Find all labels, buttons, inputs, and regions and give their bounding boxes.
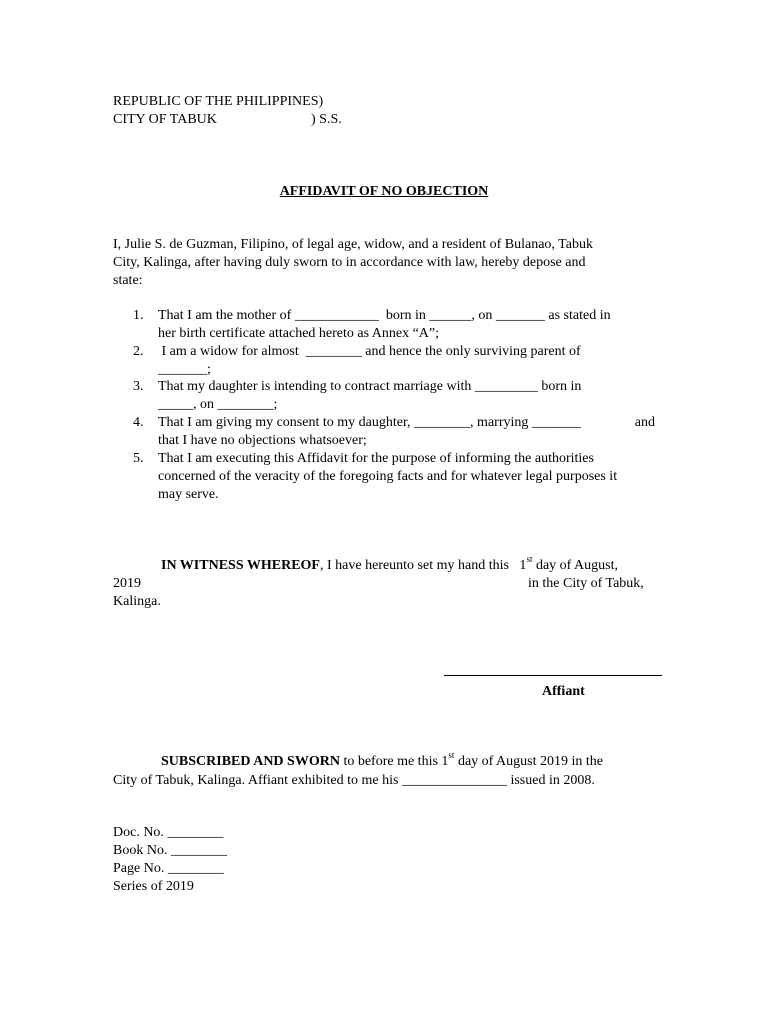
intro-line-1-text: I, Julie S. de Guzman, Filipino, of legal age, widow, and a resident of Bulanao, Tabuk: [113, 237, 593, 252]
header-ss: ) S.S.: [311, 112, 342, 127]
book-number: Book No. ________: [113, 843, 227, 858]
header-republic: REPUBLIC OF THE PHILIPPINES): [113, 94, 324, 109]
jurat-heading: SUBSCRIBED AND SWORN: [161, 754, 340, 769]
series-year: Series of 2019: [113, 879, 194, 894]
list-item-line: _______;: [158, 362, 211, 377]
list-item-line: her birth certificate attached hereto as Annex “A”;: [158, 326, 440, 341]
list-item-line: may serve.: [158, 487, 219, 502]
jurat-day-suffix: st: [448, 750, 455, 761]
list-item-text: and: [634, 415, 655, 430]
doc-number: Doc. No. ________: [113, 825, 224, 840]
list-item-line: That I am executing this Affidavit for the purpose of informing the authorities: [158, 451, 594, 466]
witness-line-1: [161, 554, 619, 575]
header-city: CITY OF TABUK: [113, 112, 217, 127]
list-item-number: 4.: [133, 415, 144, 430]
list-item-line: [158, 414, 655, 432]
list-item-text: born in ______, on _______ as stated in: [385, 308, 611, 323]
list-item-line: That my daughter is intending to contract marriage with _________ born in: [158, 379, 582, 394]
witness-year: 2019: [113, 576, 141, 591]
affiant-label: Affiant: [542, 684, 585, 699]
list-item-number: 1.: [133, 308, 144, 323]
page-number: Page No. ________: [113, 861, 224, 876]
witness-city: in the City of Tabuk,: [528, 576, 644, 591]
jurat-text: to before me this 1: [339, 754, 449, 769]
list-item-text: That I am the mother of ____________: [158, 308, 379, 323]
jurat-line-1: [161, 750, 603, 771]
witness-province: Kalinga.: [113, 594, 161, 609]
list-item-line: I am a widow for almost ________ and hence the only surviving parent of: [158, 344, 581, 359]
witness-day-suffix: st: [526, 554, 533, 565]
list-item-line: that I have no objections whatsoever;: [158, 433, 367, 448]
intro-paragraph: [113, 236, 655, 290]
list-item-line: _____, on ________;: [158, 397, 278, 412]
intro-line-1: [113, 236, 655, 254]
witness-text: , I have hereunto set my hand this 1: [319, 558, 527, 573]
list-item-number: 2.: [133, 344, 144, 359]
document-title: AFFIDAVIT OF NO OBJECTION: [279, 184, 489, 199]
jurat-text: day of August 2019 in the: [454, 754, 603, 769]
intro-line-2: City, Kalinga, after having duly sworn to in accordance with law, hereby depose and: [113, 255, 586, 270]
witness-heading: IN WITNESS WHEREOF: [161, 558, 320, 573]
jurat-line-2: City of Tabuk, Kalinga. Affiant exhibited to me his _______________ issued in 2008.: [113, 773, 595, 788]
list-item-number: 3.: [133, 379, 144, 394]
affiant-signature-line: [444, 675, 662, 676]
list-item-text: That I am giving my consent to my daughter, ________, marrying _______: [158, 415, 581, 430]
list-item-number: 5.: [133, 451, 144, 466]
list-item-line: concerned of the veracity of the foregoing facts and for whatever legal purposes it: [158, 469, 618, 484]
witness-text: day of August,: [532, 558, 619, 573]
intro-line-3: state:: [113, 273, 143, 288]
list-item-line: [158, 307, 655, 325]
